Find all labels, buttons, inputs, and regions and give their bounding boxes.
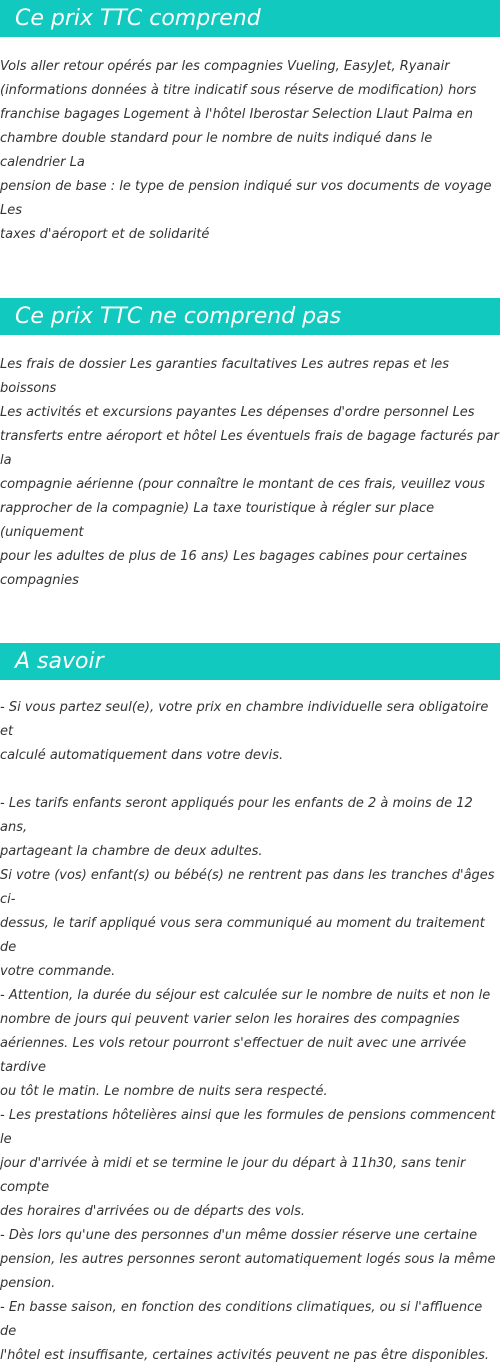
good-to-know-section [0,643,500,1368]
section-text-includes: Vols aller retour opérés par les compagnies Vueling, EasyJet, Ryanair (informations données à titre indicatif sous réserve de modification) hors franchise bagages Logement à l'hôtel Iberostar Selection Llaut Palma en chambre double standard pour le nombre de nuits indiqué dans le calendrier La pension de base : le type de pension indiqué sur vos documents de voyage Les taxes d'aéroport et de solidarité [0,59,492,242]
section-title-good-to-know: A savoir [0,643,500,680]
section-title-excludes: Ce prix TTC ne comprend pas [0,298,500,335]
price-excludes-section [0,298,500,593]
section-text-good-to-know: - Si vous partez seul(e), votre prix en chambre individuelle sera obligatoire et calculé automatiquement dans votre devis. - Les tarifs enfants seront appliqués pour les enfants de 2 à moins de 12 ans, partageant la chambre de deux adultes. Si votre (vos) enfant(s) ou bébé(s) ne rentrent pas dans les tranches d'âges ci- dessus, le tarif appliqué vous sera communiqué au moment du traitement de votre commande. - Attention, la durée du séjour est calculée sur le nombre de nuits et non le nombre de jours qui peuvent varier selon les horaires des compagnies aériennes. Les vols retour pourront s'effectuer de nuit avec une arrivée tardive ou tôt le matin. Le nombre de nuits sera respecté. - Les prestations hôtelières ainsi que les formules de pensions commencent le jour d'arrivée à midi et se termine le jour du départ à 11h30, sans tenir compte des horaires d'arrivées ou de départs des vols. - Dès lors qu'une des personnes d'un même dossier réserve une certaine pension, les autres personnes seront automatiquement logés sous la même pension. - En basse saison, en fonction des conditions climatiques, ou si l'affluence de l'hôtel est insuffisante, certaines activités peuvent ne pas être disponibles. [0,700,496,1363]
section-text-excludes: Les frais de dossier Les garanties facultatives Les autres repas et les boissons Les activités et excursions payantes Les dépenses d'ordre personnel Les transferts entre aéroport et hôtel Les éventuels frais de bagage facturés par la compagnie aérienne (pour connaître le montant de ces frais, veuillez vous rapprocher de la compagnie) La taxe touristique à régler sur place (uniquement pour les adultes de plus de 16 ans) Les bagages cabines pour certaines compagnies [0,357,499,588]
price-includes-section [0,0,500,247]
section-title-includes: Ce prix TTC comprend [0,0,500,37]
